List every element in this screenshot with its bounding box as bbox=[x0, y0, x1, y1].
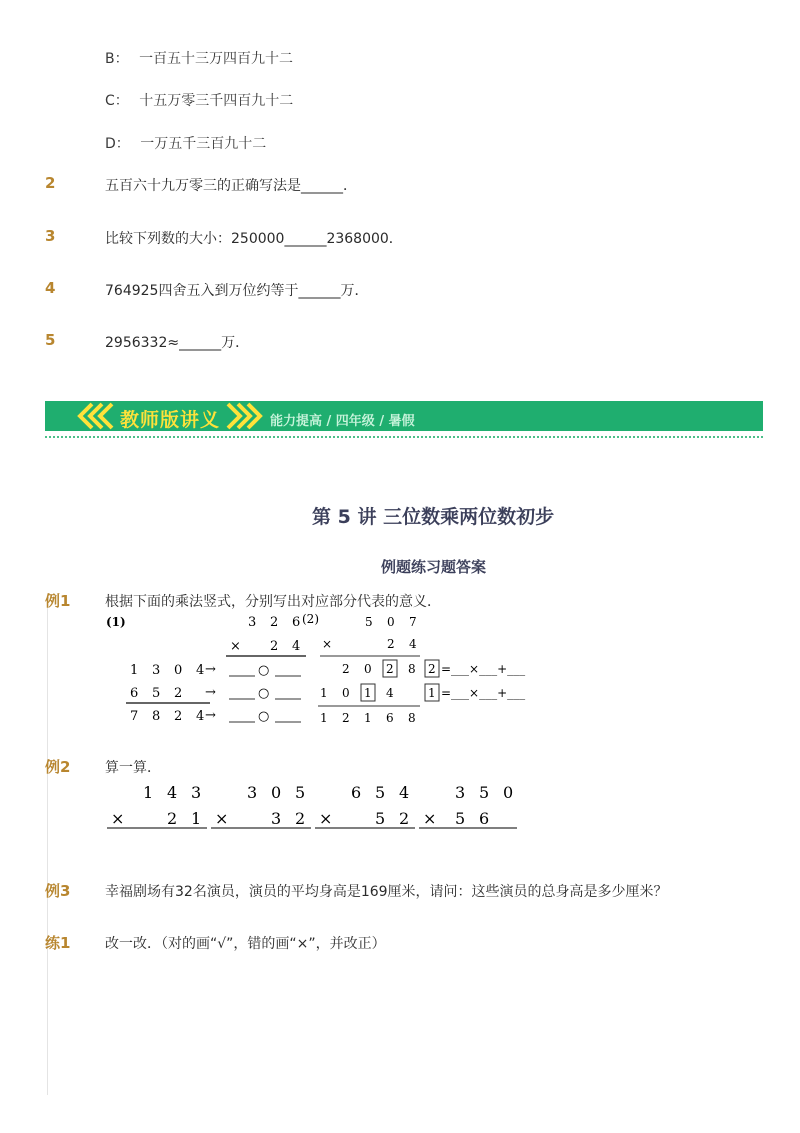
digit: 1 bbox=[320, 686, 328, 700]
option-text: 一百五十三万四百九十二 bbox=[139, 51, 294, 67]
digit: 2 bbox=[386, 662, 394, 676]
digit: 7 bbox=[130, 709, 139, 724]
option-d bbox=[105, 133, 266, 153]
digit: 1 bbox=[364, 711, 372, 725]
digit: 2 bbox=[270, 615, 279, 630]
question-text: 五百六十九万零三的正确写法是______． bbox=[105, 178, 357, 194]
digit: 5 bbox=[479, 783, 490, 802]
digit: 8 bbox=[408, 662, 416, 676]
question-text: 比较下列数的大小：250000______2368000． bbox=[105, 231, 403, 247]
option-c bbox=[105, 90, 293, 110]
banner-title: 教师版讲义 bbox=[120, 409, 221, 431]
multiplication-row bbox=[105, 780, 525, 832]
calc-1-answers bbox=[205, 655, 305, 725]
digit: 5 bbox=[365, 615, 373, 629]
digit: 7 bbox=[409, 615, 417, 629]
digit: 2 bbox=[399, 809, 410, 828]
times-sign: × bbox=[423, 809, 437, 828]
question-number: 2 bbox=[45, 174, 56, 192]
digit: 0 bbox=[387, 615, 395, 629]
calc-tag: (2) bbox=[302, 612, 319, 626]
digit: 5 bbox=[152, 686, 161, 701]
option-letter: D： bbox=[105, 136, 130, 152]
digit: 3 bbox=[455, 783, 466, 802]
digit: 3 bbox=[152, 663, 161, 678]
lesson-title: 第 5 讲 三位数乘两位数初步 bbox=[312, 506, 555, 528]
digit: 3 bbox=[247, 783, 258, 802]
times-sign: × bbox=[230, 639, 241, 654]
digit: 4 bbox=[292, 639, 301, 654]
chevron-right-icon bbox=[220, 401, 270, 431]
digit: 5 bbox=[375, 809, 386, 828]
digit: 4 bbox=[196, 709, 205, 724]
digit: 1 bbox=[320, 711, 328, 725]
boxed-digit: 1 bbox=[428, 686, 436, 700]
digit: 0 bbox=[174, 663, 183, 678]
digit: 4 bbox=[167, 783, 178, 802]
digit: 4 bbox=[409, 637, 417, 651]
example-text: 算一算． bbox=[105, 760, 161, 776]
digit: 4 bbox=[386, 686, 394, 700]
digit: 0 bbox=[364, 662, 372, 676]
circle-icon: ○ bbox=[258, 709, 270, 724]
digit: 1 bbox=[143, 783, 154, 802]
digit: 5 bbox=[455, 809, 466, 828]
times-sign: × bbox=[319, 809, 333, 828]
question-number: 5 bbox=[45, 331, 56, 349]
option-b bbox=[105, 48, 293, 68]
example-label: 例2 bbox=[45, 758, 71, 776]
option-text: 十五万零三千四百九十二 bbox=[139, 93, 294, 109]
option-letter: C： bbox=[105, 93, 129, 109]
digit: 3 bbox=[248, 615, 257, 630]
example-text: 根据下面的乘法竖式，分别写出对应部分代表的意义． bbox=[105, 594, 441, 610]
digit: 2 bbox=[342, 662, 350, 676]
digit: 1 bbox=[364, 686, 372, 700]
vertical-calc-2 bbox=[300, 610, 540, 735]
digit: 2 bbox=[387, 637, 395, 651]
digit: 2 bbox=[174, 709, 183, 724]
times-sign: × bbox=[322, 637, 333, 651]
question-text: 2956332≈______万． bbox=[105, 335, 250, 351]
digit: 6 bbox=[292, 615, 301, 630]
circle-icon: ○ bbox=[258, 686, 270, 701]
boxed-digit: 2 bbox=[428, 662, 436, 676]
digit: 6 bbox=[479, 809, 490, 828]
digit: 8 bbox=[408, 711, 416, 725]
digit: 5 bbox=[295, 783, 306, 802]
digit: 4 bbox=[196, 663, 205, 678]
equation-blank: =___×___+___ bbox=[441, 662, 526, 676]
section-title: 例题练习题答案 bbox=[381, 558, 487, 576]
digit: 6 bbox=[130, 686, 139, 701]
arrow-icon: → bbox=[205, 685, 216, 700]
digit: 3 bbox=[271, 809, 282, 828]
question-text: 764925四舍五入到万位约等于______万． bbox=[105, 283, 369, 299]
example-label: 例3 bbox=[45, 882, 71, 900]
digit: 2 bbox=[270, 639, 279, 654]
example-text: 幸福剧场有32名演员，演员的平均身高是169厘米，请问：这些演员的总身高是多少厘米？ bbox=[105, 884, 668, 900]
digit: 6 bbox=[351, 783, 362, 802]
margin-line bbox=[47, 605, 48, 1095]
calc-tag: (1) bbox=[106, 615, 126, 629]
banner-divider bbox=[45, 436, 763, 438]
question-number: 4 bbox=[45, 279, 56, 297]
digit: 0 bbox=[342, 686, 350, 700]
equation-blank: =___×___+___ bbox=[441, 686, 526, 700]
example-label: 例1 bbox=[45, 592, 71, 610]
option-letter: B： bbox=[105, 51, 129, 67]
arrow-icon: → bbox=[205, 662, 216, 677]
practice-text: 改一改．（对的画“√”，错的画“×”，并改正） bbox=[105, 936, 386, 952]
digit: 2 bbox=[167, 809, 178, 828]
question-number: 3 bbox=[45, 227, 56, 245]
arrow-icon: → bbox=[205, 708, 216, 723]
digit: 6 bbox=[386, 711, 394, 725]
digit: 8 bbox=[152, 709, 161, 724]
times-sign: × bbox=[111, 809, 125, 828]
digit: 1 bbox=[191, 809, 202, 828]
circle-icon: ○ bbox=[258, 663, 270, 678]
digit: 2 bbox=[174, 686, 183, 701]
digit: 2 bbox=[295, 809, 306, 828]
digit: 1 bbox=[130, 663, 139, 678]
digit: 0 bbox=[503, 783, 514, 802]
option-text: 一万五千三百九十二 bbox=[140, 136, 267, 152]
digit: 5 bbox=[375, 783, 386, 802]
banner-subtitle: 能力提高 / 四年级 / 暑假 bbox=[270, 414, 415, 429]
digit: 3 bbox=[191, 783, 202, 802]
digit: 0 bbox=[271, 783, 282, 802]
times-sign: × bbox=[215, 809, 229, 828]
digit: 4 bbox=[399, 783, 410, 802]
practice-label: 练1 bbox=[45, 934, 71, 952]
digit: 2 bbox=[342, 711, 350, 725]
